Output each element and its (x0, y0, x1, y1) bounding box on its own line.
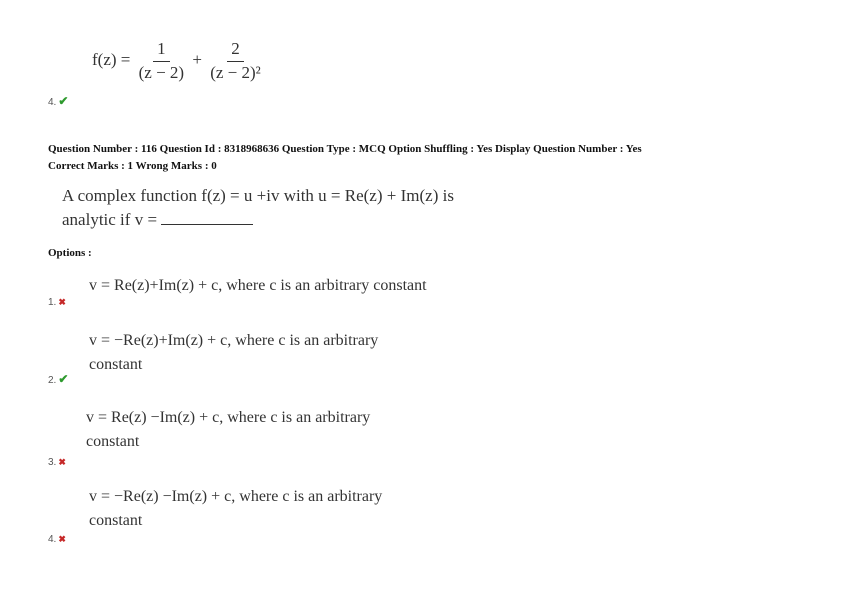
answer-blank (161, 210, 253, 225)
option-3-text (86, 406, 370, 454)
previous-option-marker (48, 92, 68, 110)
option-4-text (89, 485, 382, 533)
fraction-2-numerator: 2 (227, 40, 244, 62)
option-number: 3. (48, 457, 57, 468)
option-number: 4. (48, 97, 57, 108)
option-4-marker (48, 529, 66, 547)
option-2-line-1: v = −Re(z)+Im(z) + c, where c is an arbitrary (89, 332, 379, 349)
option-2-text (89, 329, 378, 377)
fraction-1-denominator: (z − 2) (138, 62, 185, 82)
option-1-line-1: v = Re(z)+Im(z) + c, where c is an arbitrary constant (89, 277, 427, 294)
fraction-1-numerator: 1 (153, 40, 170, 62)
option-number: 1. (48, 297, 57, 308)
cross-icon: ✖ (58, 534, 66, 544)
option-1-marker (48, 292, 66, 310)
option-number: 2. (48, 375, 57, 386)
fraction-1 (135, 40, 188, 82)
question-text (62, 184, 454, 232)
check-icon: ✔ (58, 372, 69, 386)
previous-option-formula (92, 40, 265, 82)
formula-lhs: f(z) = (92, 50, 131, 70)
check-icon: ✔ (58, 94, 69, 108)
option-number: 4. (48, 534, 57, 545)
question-meta-line-1: Question Number : 116 Question Id : 8318968636 Question Type : MCQ Option Shuffling : Yes Display Question Number : Yes (48, 143, 642, 155)
option-3-marker (48, 452, 66, 470)
options-label: Options : (48, 247, 92, 259)
option-1-text (89, 274, 427, 298)
option-2-line-2: constant (89, 356, 143, 373)
option-3-line-1: v = Re(z) −Im(z) + c, where c is an arbitrary (86, 409, 371, 426)
cross-icon: ✖ (58, 457, 66, 467)
question-text-line-1: A complex function f(z) = u +iv with u = Re(z) + Im(z) is (62, 186, 454, 205)
fraction-2 (206, 40, 265, 82)
option-4-line-2: constant (89, 512, 143, 529)
cross-icon: ✖ (58, 297, 66, 307)
option-2-marker (48, 370, 68, 388)
option-3-line-2: constant (86, 433, 140, 450)
fraction-2-denominator: (z − 2)² (210, 62, 261, 82)
formula-plus: + (192, 50, 202, 70)
question-text-line-2: analytic if v = (62, 208, 454, 232)
option-4-line-1: v = −Re(z) −Im(z) + c, where c is an arbitrary (89, 488, 383, 505)
question-meta-line-2: Correct Marks : 1 Wrong Marks : 0 (48, 160, 217, 172)
